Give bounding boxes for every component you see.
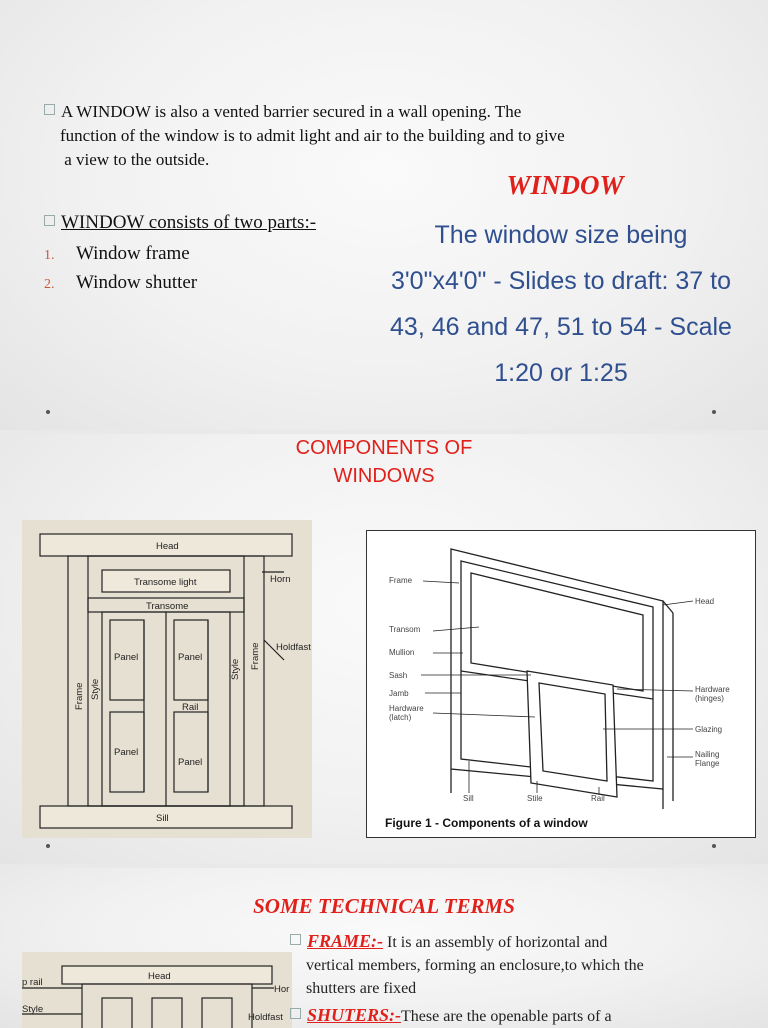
consists-heading: [44, 212, 316, 234]
window-parts-list: [44, 243, 197, 301]
term-shutters: SHUTERS:-: [307, 1005, 402, 1025]
frame-text-line: shutters are fixed: [306, 980, 417, 997]
components-heading-line: WINDOWS: [333, 465, 435, 487]
label-transom: Transom: [389, 625, 421, 634]
term-frame: FRAME:-: [307, 931, 384, 951]
label-sill: Sill: [463, 794, 474, 803]
label-holdfast: Holdfast: [276, 642, 311, 653]
slide-window-intro: [0, 0, 768, 430]
figure-caption: Figure 1 - Components of a window: [385, 816, 588, 830]
definition-line-3: a view to the outside.: [60, 150, 210, 169]
frame-definition: [290, 930, 750, 954]
label-sill: Sill: [156, 813, 169, 824]
size-note-line: 1:20 or 1:25: [494, 359, 628, 387]
window-heading: WINDOW: [506, 170, 624, 200]
label-panel: Panel: [178, 652, 203, 663]
frame-diagram-svg: [22, 952, 292, 1028]
size-note-line: 3'0"x4'0" - Slides to draft: 37 to: [391, 267, 731, 295]
label-jamb: Jamb: [389, 689, 409, 698]
window-elevation-diagram: [22, 520, 312, 838]
slide-components: [0, 434, 768, 864]
label-horn: Horn: [270, 574, 291, 585]
label-head: Head: [148, 971, 171, 982]
technical-terms-heading: SOME TECHNICAL TERMS: [253, 894, 515, 918]
label-hardware-hinges-sub: (hinges): [695, 694, 724, 703]
slide-corner-dot: [46, 410, 50, 414]
list-item: [44, 272, 197, 301]
list-number: 1.: [44, 248, 55, 263]
label-rail: Rail: [182, 702, 199, 713]
label-flange: Flange: [695, 759, 720, 768]
label-sash: Sash: [389, 671, 408, 680]
label-style: Style: [22, 1004, 44, 1015]
size-note-line: The window size being: [434, 221, 688, 249]
list-item: [44, 243, 197, 272]
label-glazing: Glazing: [695, 725, 723, 734]
label-frame: Frame: [389, 576, 413, 585]
label-horn: Hor: [274, 984, 290, 995]
components-figure-svg: [367, 531, 755, 837]
label-stile: Stile: [527, 794, 543, 803]
label-holdfast: Holdfast: [248, 1012, 283, 1023]
label-panel: Panel: [114, 652, 139, 663]
label-style-left: Style: [90, 678, 101, 700]
label-panel: Panel: [114, 747, 139, 758]
list-label: Window shutter: [76, 272, 198, 293]
list-label: Window frame: [76, 243, 190, 264]
slide-technical-terms: [0, 868, 768, 1028]
label-frame-right: Frame: [250, 642, 261, 670]
label-nailing: Nailing: [695, 750, 720, 759]
label-rail: Rail: [591, 794, 605, 803]
window-frame-diagram: [22, 952, 292, 1028]
label-head: Head: [156, 541, 179, 552]
label-panel: Panel: [178, 757, 203, 768]
components-heading: [234, 434, 534, 490]
shutters-definition: [290, 1004, 750, 1028]
frame-text-line: vertical members, forming an enclosure,to which the: [306, 957, 644, 974]
consists-text: WINDOW consists of two parts:-: [61, 212, 317, 233]
elevation-diagram-svg: [22, 520, 312, 838]
label-style-right: Style: [230, 658, 241, 680]
label-hardware-latch: Hardware: [389, 704, 424, 713]
frame-text-line: It is an assembly of horizontal and: [383, 934, 608, 951]
label-hardware-latch-sub: (latch): [389, 713, 412, 722]
label-mullion: Mullion: [389, 648, 415, 657]
window-definition-paragraph: [44, 100, 744, 172]
label-transome-light: Transome light: [134, 577, 197, 588]
slide-corner-dot: [712, 410, 716, 414]
slide-corner-dot: [712, 844, 716, 848]
bullet-square-icon: [290, 1008, 301, 1019]
definition-line-1: A WINDOW is also a vented barrier secured in a wall opening. The: [61, 102, 522, 121]
label-hardware-hinges: Hardware: [695, 685, 730, 694]
window-components-figure: [366, 530, 756, 838]
slide-corner-dot: [46, 844, 50, 848]
label-head: Head: [695, 597, 715, 606]
size-note-line: 43, 46 and 47, 51 to 54 - Scale: [390, 313, 732, 341]
technical-terms-text: [290, 930, 750, 1028]
bullet-square-icon: [290, 934, 301, 945]
definition-line-2: function of the window is to admit light and air to the building and to give: [60, 126, 565, 145]
list-number: 2.: [44, 277, 55, 292]
shutters-text-line: These are the openable parts of a: [401, 1008, 612, 1025]
window-size-note: [356, 212, 766, 396]
components-heading-line: COMPONENTS OF: [295, 437, 473, 459]
label-frame-left: Frame: [74, 682, 85, 710]
label-transome: Transome: [146, 601, 189, 612]
bullet-square-icon: [44, 104, 55, 115]
bullet-square-icon: [44, 215, 55, 226]
label-top-rail: p rail: [22, 977, 43, 988]
